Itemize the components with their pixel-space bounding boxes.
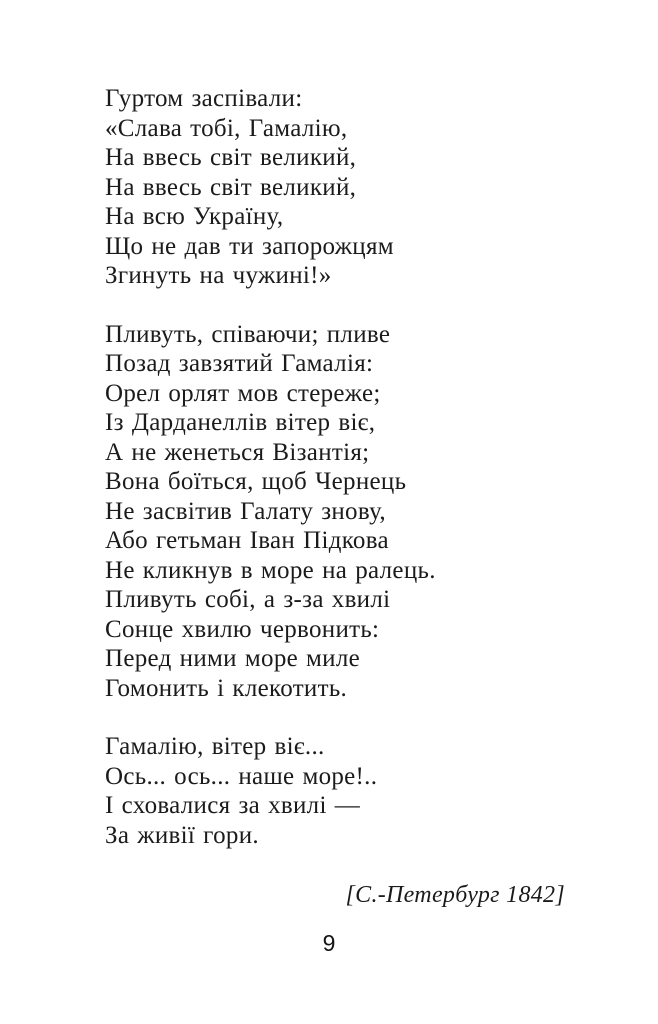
poem-line: На всю Україну, bbox=[105, 203, 284, 230]
poem-line: Позад завзятий Гамалія: bbox=[105, 350, 374, 377]
poem-line: Пливуть собі, а з-за хвилі bbox=[105, 586, 391, 613]
poem-line: Пливуть, співаючи; пливе bbox=[105, 320, 391, 348]
poem-line: На ввесь світ великий, bbox=[105, 173, 357, 201]
poem-line: Ось... ось... наше море!.. bbox=[105, 762, 378, 790]
poem-line: А не женеться Візантія; bbox=[105, 438, 370, 466]
poem-line: Гамалію, вітер віє... bbox=[105, 733, 325, 760]
poem-line: Згинуть на чужині!» bbox=[105, 262, 332, 289]
poem-line: На ввесь світ великий, bbox=[105, 144, 357, 171]
poem-line: Гуртом заспівали: bbox=[105, 85, 303, 112]
date-place-signature: [С.-Петербург 1842] bbox=[345, 882, 565, 908]
stanza-3 bbox=[105, 732, 565, 850]
poem-line: Перед ними море миле bbox=[105, 645, 361, 672]
poem-line: Що не дав ти запорожцям bbox=[105, 232, 394, 260]
poem-line: Сонце хвилю червонить: bbox=[105, 615, 380, 643]
poem-line: Гомонить і клекотить. bbox=[105, 674, 348, 702]
poem-line: Із Дарданеллів вітер віє, bbox=[105, 409, 376, 436]
poem-line: Орел орлят мов стереже; bbox=[105, 379, 381, 407]
poem-line: І сховалися за хвилі — bbox=[105, 792, 361, 819]
stanza-1 bbox=[105, 84, 565, 291]
poem-text-block bbox=[105, 84, 565, 910]
poem-line: Не кликнув в море на ралець. bbox=[105, 556, 436, 584]
page-footer bbox=[0, 930, 658, 957]
stanza-2 bbox=[105, 320, 565, 704]
page-number: 9 bbox=[322, 930, 336, 956]
poem-line: Не засвітив Галату знову, bbox=[105, 497, 386, 525]
poem-line: За живії гори. bbox=[105, 821, 259, 849]
poem-line: «Слава тобі, Гамалію, bbox=[105, 114, 348, 142]
poem-line: Вона боїться, щоб Чернець bbox=[105, 468, 407, 495]
poem-line: Або гетьман Іван Підкова bbox=[105, 527, 389, 554]
